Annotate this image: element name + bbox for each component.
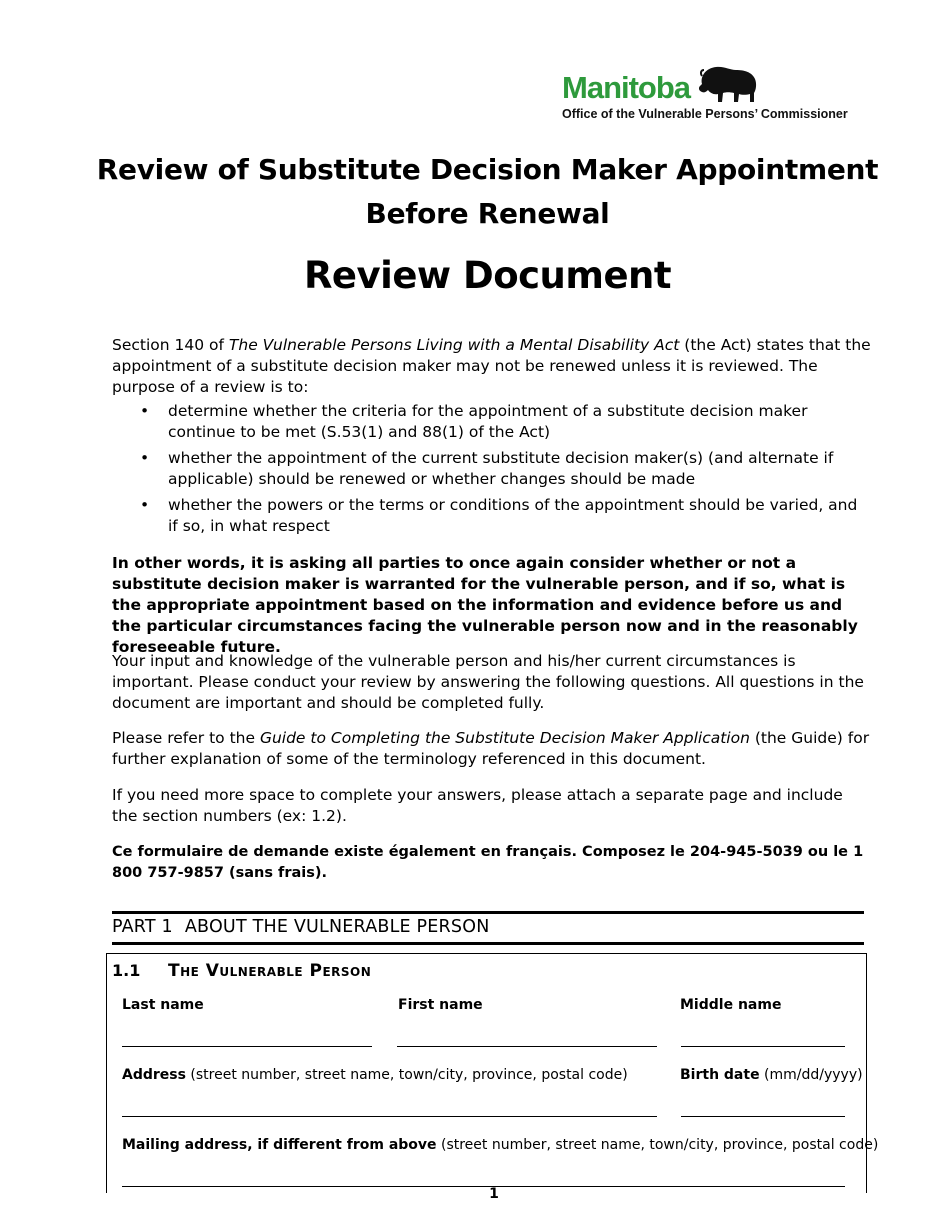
manitoba-logo (562, 62, 862, 122)
address-field[interactable] (122, 1116, 657, 1117)
guide-paragraph: Please refer to the Guide to Completing the Substitute Decision Maker Application (the Guide) for further explanation of some of the terminology referenced in this document. (112, 729, 870, 768)
mailing-address-label: Mailing address, if different from above (street number, street name, town/city, province, postal code) (122, 1137, 879, 1153)
page-number: 1 (489, 1186, 499, 1202)
list-item: • whether the appointment of the current substitute decision maker(s) (and alternate if applicable) should be renewed or whether changes should be made (112, 448, 872, 490)
emphasis-paragraph: In other words, it is asking all parties to once again consider whether or not a substitute decision maker is warranted for the vulnerable person, and if so, what is the appropriate appointment based on the information and evidence before us and the particular circumstances facing the vulnerable person now and in the reasonably foreseeable future. (112, 554, 858, 656)
first-name-field[interactable] (397, 1046, 657, 1047)
last-name-label: Last name (122, 997, 204, 1013)
birth-date-label: Birth date (mm/dd/yyyy) (680, 1067, 863, 1083)
divider (112, 942, 864, 945)
list-item: • determine whether the criteria for the appointment of a substitute decision maker continue to be met (S.53(1) and 88(1) of the Act) (112, 401, 872, 443)
part-title: ABOUT THE VULNERABLE PERSON (184, 917, 490, 937)
intro-paragraph: Section 140 of The Vulnerable Persons Living with a Mental Disability Act (the Act) states that the appointment of a substitute decision maker may not be renewed unless it is reviewed. The purpose of a review is to: (112, 336, 871, 396)
input-paragraph: Your input and knowledge of the vulnerable person and his/her current circumstances is important. Please conduct your review by answering the following questions. All questions in the document are important and should be completed fully. (112, 652, 864, 712)
office-name: Office of the Vulnerable Persons’ Commissioner (562, 107, 848, 121)
french-notice: Ce formulaire de demande existe également en français. Composez le 204-945-5039 ou le 1 800 757-9857 (sans frais). (112, 844, 864, 881)
middle-name-field[interactable] (681, 1046, 845, 1047)
section-heading (112, 961, 371, 981)
list-item: • whether the powers or the terms or conditions of the appointment should be varied, and if so, in what respect (112, 495, 872, 537)
space-paragraph: If you need more space to complete your answers, please attach a separate page and include the section numbers (ex: 1.2). (112, 786, 843, 825)
address-label: Address (street number, street name, town/city, province, postal code) (122, 1067, 628, 1083)
part-number: PART 1 (112, 917, 173, 937)
form-title-line2: Before Renewal (365, 197, 610, 230)
part-heading (112, 917, 489, 937)
review-purpose-list (112, 401, 872, 542)
manitoba-wordmark: Manitoba (562, 70, 691, 105)
first-name-label: First name (398, 997, 483, 1013)
guide-title: Guide to Completing the Substitute Decision Maker Application (259, 729, 750, 747)
birth-date-field[interactable] (681, 1116, 845, 1117)
form-title-line1: Review of Substitute Decision Maker Appointment (96, 153, 879, 186)
section-title: The Vulnerable Person (168, 961, 372, 981)
last-name-field[interactable] (122, 1046, 372, 1047)
section-number: 1.1 (112, 961, 141, 980)
divider (112, 911, 864, 914)
middle-name-label: Middle name (680, 997, 782, 1013)
document-type-title: Review Document (303, 254, 672, 297)
act-title: The Vulnerable Persons Living with a Mental Disability Act (228, 336, 680, 354)
bison-icon (696, 62, 760, 106)
